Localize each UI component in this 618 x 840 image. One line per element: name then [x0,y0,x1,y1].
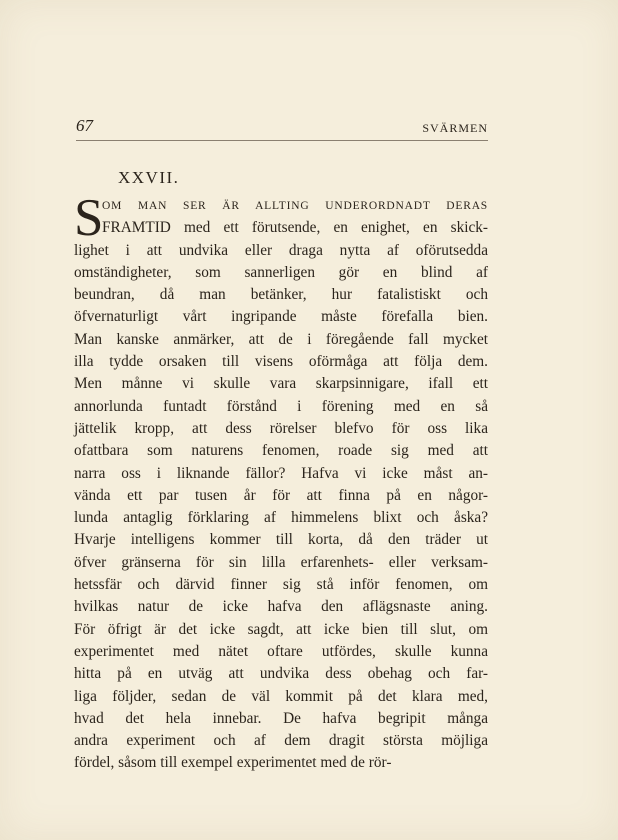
text-line: fördel, såsom till exempel experimentet med de rör- [74,754,392,772]
text-line: illa tydde orsaken till visens oförmåga att följa dem. [74,353,488,371]
page-number: 67 [76,116,93,135]
text-line: annorlunda funtadt förstånd i förening med en så [74,397,488,415]
text-line: hvad det hela innebar. De hafva begripit många [74,709,488,727]
text-line: hvilkas natur de icke hafva den aflägsnaste aning. [74,598,488,616]
text-line: andra experiment och af dem dragit största möjliga [74,732,488,750]
text-line: omständigheter, som sannerligen gör en blind af [74,263,488,281]
text-line: Men månne vi skulle vara skarpsinnigare, ifall ett [74,375,488,393]
text-line: experimentet med nätet oftare utfördes, skulle kunna [74,642,488,660]
text-line: ofattbara som naturens fenomen, roade sig med att [74,442,488,460]
chapter-number: XXVII. [118,168,180,187]
text-line: För öfrigt är det icke sagdt, att icke bien till slut, om [74,620,488,638]
text-line: OM MAN SER ÄR ALLTING UNDERORDNADT DERAS [102,200,488,212]
running-title: SVÄRMEN [422,121,488,135]
text-line: hitta på en utväg att undvika dess obehag och far- [74,665,488,683]
page-header [76,112,488,141]
text-line: lunda antaglig förklaring af himmelens blixt och åska? [74,509,488,527]
text-line: öfvernaturligt vårt ingripande måste förefalla bien. [74,308,488,326]
text-line: öfver gränserna för sin lilla erfarenhets- eller verksam- [74,553,488,571]
text-line: Hvarje intelligens kommer till korta, då den träder ut [74,531,488,549]
text-line: jättelik kropp, att dess rörelser blefvo för oss lika [74,419,488,437]
text-line: lighet i att undvika eller draga nytta af oförutsedda [74,241,488,259]
text-line: narra oss i liknande fällor? Hafva vi icke måst an- [74,464,488,482]
text-line: beundran, då man betänker, hur fatalistiskt och [74,286,488,304]
text-line: vända ett par tusen år för att finna på en någor- [74,486,488,504]
text-line: liga följder, sedan de väl kommit på det klara med, [74,687,488,705]
text-line: FRAMTID med ett förutsende, en enighet, en skick- [102,219,488,237]
body-text [74,189,488,775]
text-line: hetssfär och därvid finner sig stå inför fenomen, om [74,576,488,594]
drop-cap: S [74,189,104,247]
text-line: Man kanske anmärker, att de i föregående fall mycket [74,330,488,348]
